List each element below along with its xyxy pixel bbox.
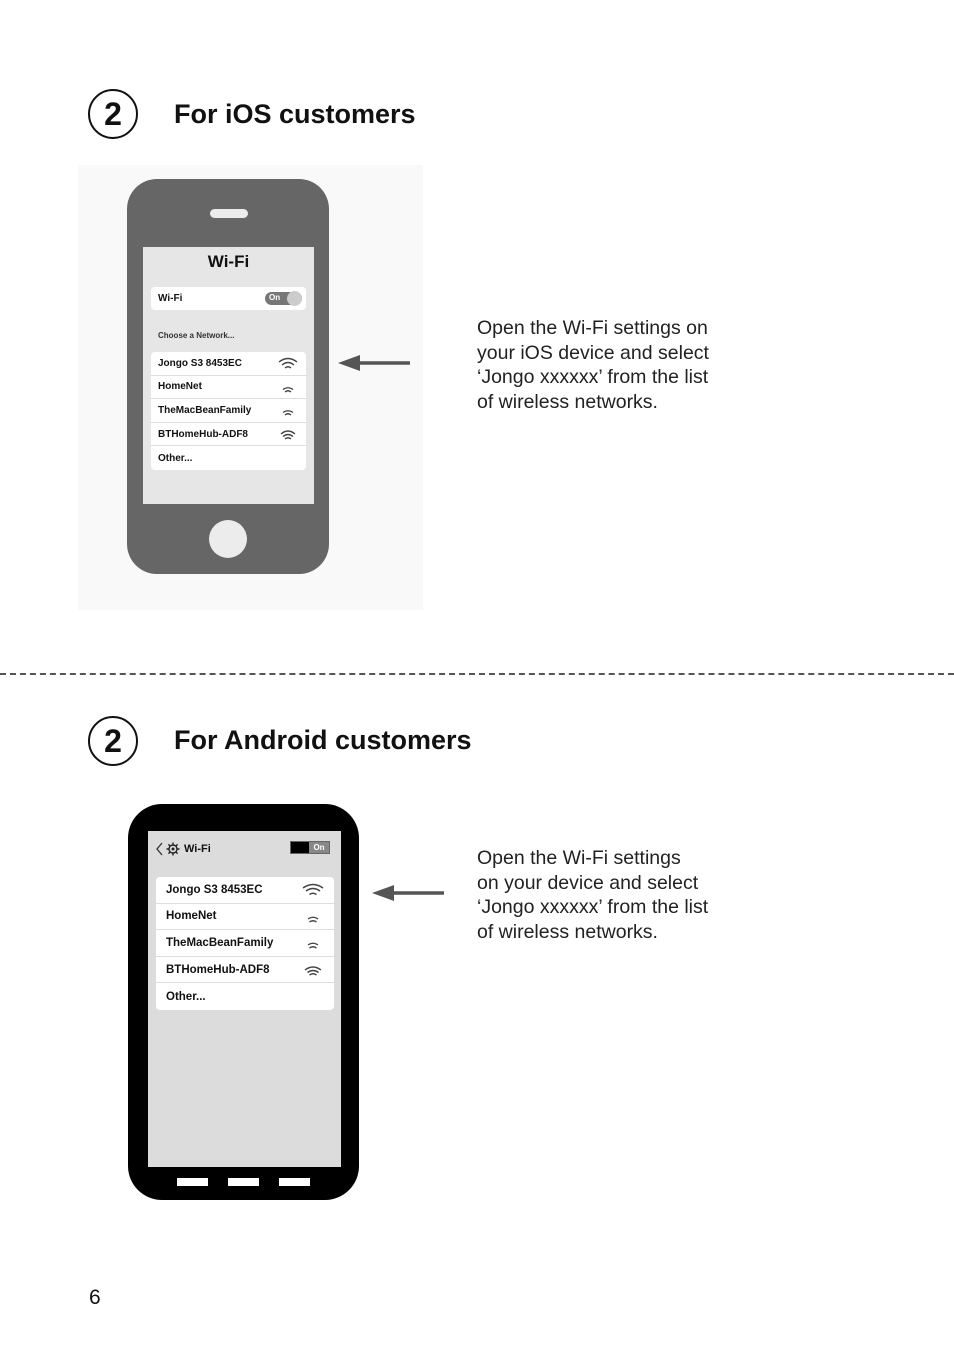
network-item-other bbox=[156, 983, 334, 1010]
ios-home-button bbox=[209, 520, 247, 558]
network-item bbox=[151, 423, 306, 447]
network-name: TheMacBeanFamily bbox=[166, 936, 274, 949]
network-name: BTHomeHub-ADF8 bbox=[166, 963, 270, 976]
network-item-other bbox=[151, 446, 306, 470]
ios-choose-network-label: Choose a Network... bbox=[158, 331, 235, 340]
android-instructions bbox=[477, 846, 708, 944]
instruction-line: of wireless networks. bbox=[477, 920, 658, 943]
section-divider bbox=[0, 673, 954, 675]
instruction-line: Open the Wi-Fi settings bbox=[477, 847, 681, 869]
ios-wifi-toggle-label: Wi-Fi bbox=[158, 293, 183, 304]
android-nav-recent bbox=[279, 1178, 310, 1186]
instruction-line: on your device and select bbox=[477, 871, 699, 894]
arrow-left-icon bbox=[372, 883, 446, 903]
section-title-android: For Android customers bbox=[174, 725, 472, 755]
wifi-signal-icon bbox=[302, 936, 324, 951]
wifi-signal-icon bbox=[278, 404, 298, 418]
instruction-line: ‘Jongo xxxxxx’ from the list bbox=[477, 366, 709, 388]
ios-network-list bbox=[151, 352, 306, 470]
wifi-signal-icon bbox=[278, 357, 298, 371]
page-number: 6 bbox=[89, 1286, 101, 1309]
ios-screen-title: Wi-Fi bbox=[207, 252, 250, 271]
network-item bbox=[156, 957, 334, 984]
network-item bbox=[156, 930, 334, 957]
chevron-left-icon bbox=[157, 843, 162, 855]
network-item bbox=[156, 904, 334, 931]
wifi-signal-icon bbox=[302, 910, 324, 925]
wifi-signal-icon bbox=[278, 381, 298, 395]
section-title-ios: For iOS customers bbox=[174, 99, 416, 129]
android-nav-back bbox=[177, 1178, 208, 1186]
network-item bbox=[151, 352, 306, 376]
android-header-icons bbox=[156, 841, 182, 857]
network-name: Other... bbox=[166, 990, 206, 1003]
network-name: TheMacBeanFamily bbox=[158, 404, 252, 416]
wifi-signal-icon bbox=[302, 883, 324, 898]
network-item bbox=[151, 399, 306, 423]
wifi-signal-icon bbox=[278, 428, 298, 442]
android-network-list bbox=[156, 877, 334, 1010]
instruction-line: of wireless networks. bbox=[477, 390, 658, 413]
instruction-line: Open the Wi-Fi settings on bbox=[477, 317, 708, 339]
ios-wifi-switch-state: On bbox=[269, 293, 281, 302]
network-name: Jongo S3 8453EC bbox=[166, 883, 263, 896]
network-name: HomeNet bbox=[166, 910, 217, 923]
ios-phone-speaker bbox=[210, 209, 248, 218]
android-nav-home bbox=[228, 1178, 259, 1186]
network-name: HomeNet bbox=[158, 381, 202, 393]
android-wifi-switch-state: On bbox=[309, 842, 329, 853]
gear-icon bbox=[167, 843, 180, 856]
network-name: Jongo S3 8453EC bbox=[158, 357, 242, 369]
network-name: Other... bbox=[158, 452, 193, 464]
network-item bbox=[156, 877, 334, 904]
arrow-left-icon bbox=[338, 353, 412, 373]
android-header-label: Wi-Fi bbox=[184, 843, 211, 855]
ios-instructions bbox=[477, 316, 709, 414]
step-number-ios: 2 bbox=[88, 89, 138, 139]
wifi-signal-icon bbox=[302, 963, 324, 978]
network-item bbox=[151, 376, 306, 400]
ios-wifi-switch-knob bbox=[287, 291, 302, 306]
instruction-line: your iOS device and select bbox=[477, 341, 709, 364]
step-number-android: 2 bbox=[88, 716, 138, 766]
instruction-line: ‘Jongo xxxxxx’ from the list bbox=[477, 896, 709, 918]
network-name: BTHomeHub-ADF8 bbox=[158, 428, 248, 440]
